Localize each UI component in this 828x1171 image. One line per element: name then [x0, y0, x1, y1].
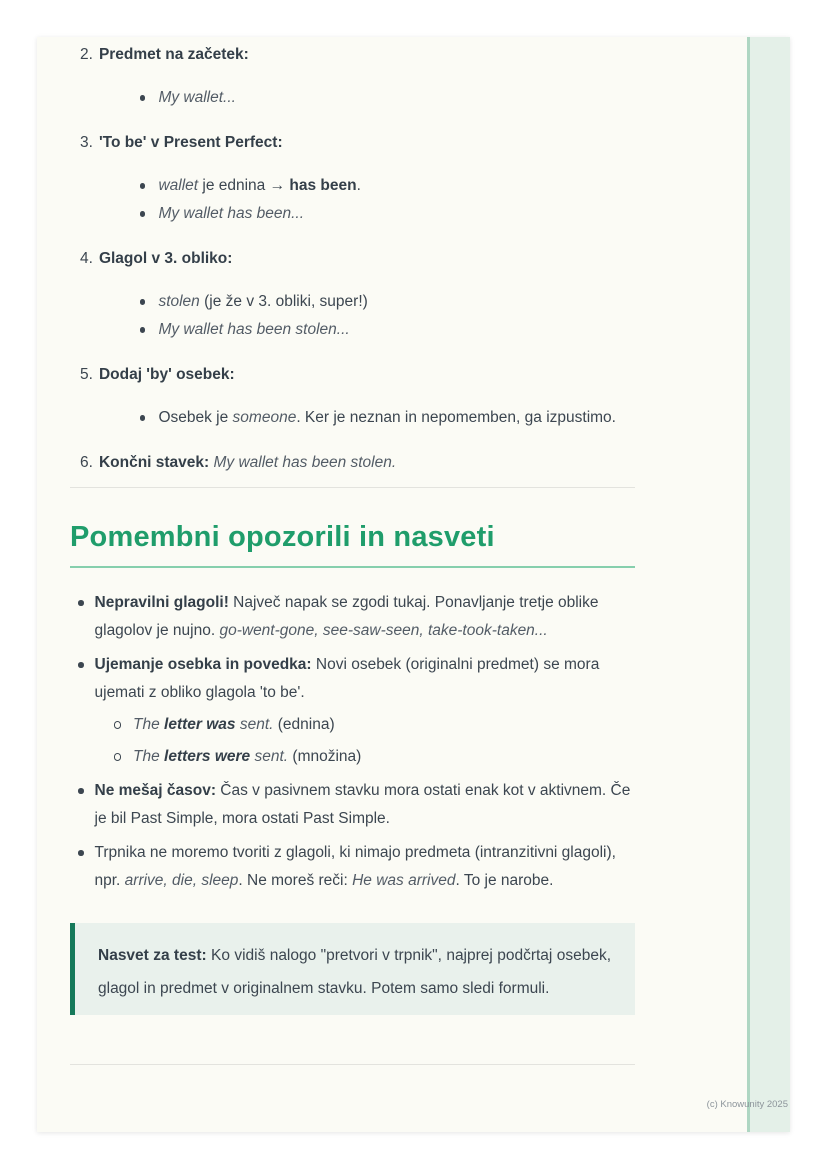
text-run: Končni stavek: — [98, 454, 210, 471]
warning-sub-list — [95, 711, 636, 771]
bullet-text — [158, 84, 236, 112]
text-run: sent. — [250, 748, 289, 765]
item-body — [99, 245, 635, 344]
item-bullets — [99, 84, 635, 112]
text-run: (je že v 3. obliki, super!) — [199, 293, 368, 310]
item-bullets — [99, 288, 635, 344]
copyright-footer: (c) Knowunity 2025 — [706, 1099, 788, 1110]
warning-body — [95, 839, 636, 895]
bullet-text — [158, 288, 367, 316]
text-run: . Ker je neznan in nepomemben, ga izpustimo. — [296, 409, 616, 426]
warning-sub-text — [133, 743, 361, 771]
text-run: My wallet has been stolen. — [213, 454, 397, 471]
text-run: Glagol v 3. obliko: — [98, 250, 233, 267]
warning-sub-item — [95, 743, 636, 771]
bullet-text — [158, 200, 304, 228]
text-run: Nasvet za test: — [98, 947, 207, 964]
bullet-item — [99, 200, 635, 228]
bullet-item — [99, 316, 635, 344]
warning-item — [70, 651, 635, 771]
section-heading: Pomembni opozorili in nasveti — [70, 520, 635, 568]
warning-text — [95, 839, 636, 895]
text-run: Ujemanje osebka in povedka: — [94, 656, 312, 673]
item-body — [99, 41, 635, 112]
text-run: Predmet na začetek: — [98, 46, 249, 63]
warning-item — [70, 589, 635, 645]
item-number: 4. — [80, 250, 93, 267]
text-run: Ko vidiš nalogo "pretvori v trpnik", najprej podčrtaj osebek, glagol in predmet v originalnem stavku. Potem samo sledi formuli. — [98, 947, 611, 997]
item-title — [99, 245, 635, 273]
item-body — [99, 449, 635, 477]
text-run: Novi osebek (originalni predmet) se mora ujemati z obliko glagola 'to be'. — [94, 656, 600, 701]
numbered-item — [70, 449, 635, 477]
item-bullets — [99, 172, 635, 228]
bullet-dot-icon — [78, 850, 84, 856]
bullet-dot-icon — [78, 788, 84, 794]
text-run: sent. — [235, 716, 274, 733]
text-run: someone — [232, 409, 297, 426]
text-run: Čas v pasivnem stavku mora ostati enak kot v aktivnem. Če je bil Past Simple, mora ostati Past Simple. — [94, 782, 631, 827]
text-run: stolen — [158, 293, 200, 310]
text-run: Trpnika ne moremo tvoriti z glagoli, ki nimajo predmeta (intranzitivni glagoli), npr. — [94, 844, 616, 889]
warning-text — [95, 651, 636, 707]
tip-callout — [70, 923, 635, 1015]
warning-item — [70, 777, 635, 833]
bullet-dot-icon — [140, 415, 146, 421]
item-bullets — [99, 404, 635, 432]
text-run: 'To be' v Present Perfect: — [98, 134, 283, 151]
warning-sub-item — [95, 711, 636, 739]
text-run: je ednina → — [198, 177, 290, 194]
item-title — [99, 449, 635, 477]
text-run: My wallet has been... — [158, 205, 305, 222]
page-accent-strip — [747, 37, 790, 1132]
item-title — [99, 361, 635, 389]
bullet-item — [99, 288, 635, 316]
item-title — [99, 129, 635, 157]
item-number: 5. — [80, 366, 93, 383]
warnings-section — [70, 520, 635, 901]
text-run: (množina) — [288, 748, 362, 765]
text-run: go-went-gone, see-saw-seen, take-took-taken... — [219, 622, 548, 639]
text-run: The — [133, 748, 165, 765]
bullet-text — [158, 404, 616, 432]
text-run: My wallet has been stolen... — [158, 321, 350, 338]
bullet-dot-icon — [140, 327, 146, 333]
warning-text — [95, 589, 636, 645]
text-run: My wallet... — [158, 89, 236, 106]
text-run: has been — [289, 177, 357, 194]
document-page — [37, 37, 790, 1132]
warnings-list — [70, 589, 635, 895]
bullet-dot-icon — [140, 95, 146, 101]
bullet-dot-icon — [78, 600, 84, 606]
text-run: . To je narobe. — [455, 872, 554, 889]
text-run: (ednina) — [273, 716, 335, 733]
bullet-circle-icon — [114, 721, 122, 729]
text-run: wallet — [158, 177, 199, 194]
text-run: Dodaj 'by' osebek: — [98, 366, 235, 383]
item-title — [99, 41, 635, 69]
text-run: Ne mešaj časov: — [94, 782, 216, 799]
item-number: 3. — [80, 134, 93, 151]
warning-item — [70, 839, 635, 895]
numbered-item — [70, 129, 635, 228]
bullet-item — [99, 404, 635, 432]
item-body — [99, 129, 635, 228]
bullet-text — [158, 172, 361, 200]
bullet-dot-icon — [140, 183, 146, 189]
text-run: Največ napak se zgodi tukaj. Ponavljanje tretje oblike glagolov je nujno. — [94, 594, 599, 639]
bullet-item — [99, 172, 635, 200]
text-run: The — [133, 716, 165, 733]
bottom-divider — [70, 1064, 635, 1065]
bullet-dot-icon — [78, 662, 84, 668]
bullet-circle-icon — [114, 753, 122, 761]
section-divider — [70, 487, 635, 488]
text-run: . — [356, 177, 361, 194]
bullet-dot-icon — [140, 211, 146, 217]
text-run: Osebek je — [158, 409, 233, 426]
numbered-item — [70, 245, 635, 344]
text-run: arrive, die, sleep — [124, 872, 239, 889]
warning-body — [95, 589, 636, 645]
text-run: Nepravilni glagoli! — [94, 594, 229, 611]
bullet-item — [99, 84, 635, 112]
text-run: . Ne moreš reči: — [238, 872, 353, 889]
numbered-item — [70, 41, 635, 112]
text-run: He was arrived — [352, 872, 456, 889]
tip-callout-text — [98, 939, 611, 1005]
text-run: letter was — [164, 716, 236, 733]
text-run: letters were — [164, 748, 251, 765]
warning-body — [95, 651, 636, 771]
warning-text — [95, 777, 636, 833]
numbered-item — [70, 361, 635, 432]
warning-sub-text — [133, 711, 335, 739]
item-number: 2. — [80, 46, 93, 63]
numbered-steps-list — [70, 41, 635, 494]
item-number: 6. — [80, 454, 93, 471]
warning-body — [95, 777, 636, 833]
item-body — [99, 361, 635, 432]
bullet-text — [158, 316, 349, 344]
bullet-dot-icon — [140, 299, 146, 305]
